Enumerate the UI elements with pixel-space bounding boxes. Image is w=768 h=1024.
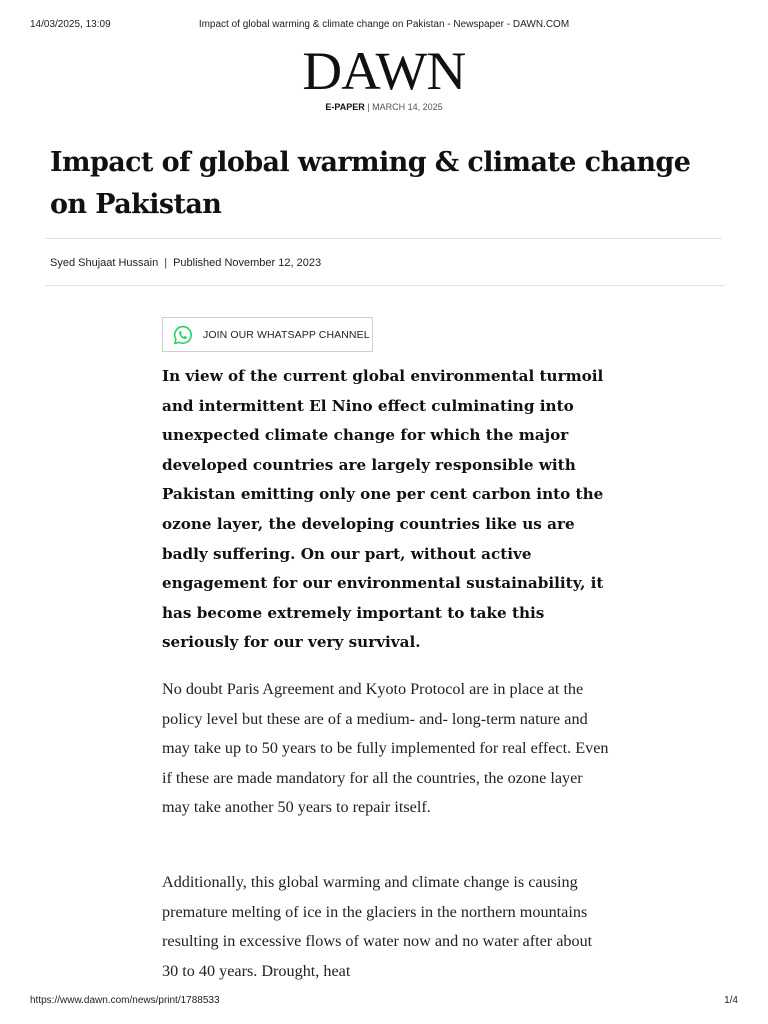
edition-label: E-PAPER xyxy=(325,102,365,112)
print-datetime: 14/03/2025, 13:09 xyxy=(30,19,111,30)
print-page-title: Impact of global warming & climate change on Pakistan - Newspaper - DAWN.COM xyxy=(198,19,570,30)
published-date: Published November 12, 2023 xyxy=(173,257,322,269)
whatsapp-channel-button[interactable] xyxy=(162,317,373,352)
print-header xyxy=(30,19,738,33)
edition-separator: | xyxy=(367,102,370,112)
byline-separator: | xyxy=(164,257,168,269)
article-lead: In view of the current global environmental turmoil and intermittent El Nino effect culminating into unexpected climate change for which the major developed countries are largely responsible with Pakistan emitting only one per cent carbon into the ozone layer, the developing countries like us are badly suffering. On our part, without active engagement for our environmental sustainability, it has become extremely important to take this seriously for our very survival. xyxy=(162,367,604,652)
byline xyxy=(50,257,321,269)
page-number: 1/4 xyxy=(724,995,738,1006)
edition-date: MARCH 14, 2025 xyxy=(372,102,443,112)
whatsapp-icon xyxy=(173,325,193,345)
dawn-logo[interactable]: DAWN xyxy=(302,41,466,101)
print-footer xyxy=(30,995,738,1007)
divider-bottom xyxy=(45,285,725,286)
divider-top xyxy=(45,238,722,239)
whatsapp-button-label: JOIN OUR WHATSAPP CHANNEL xyxy=(203,328,370,341)
article-paragraph: Additionally, this global warming and climate change is causing premature melting of ice in the glaciers in the northern mountains resulting in excessive flows of water now and no water after about 30 to 40 years. Drought, heat xyxy=(162,873,593,980)
masthead xyxy=(0,41,768,101)
article-headline: Impact of global warming & climate change on Pakistan xyxy=(50,147,691,220)
author-name[interactable]: Syed Shujaat Hussain xyxy=(50,257,159,269)
print-url: https://www.dawn.com/news/print/1788533 xyxy=(30,995,220,1006)
article-paragraph: No doubt Paris Agreement and Kyoto Protocol are in place at the policy level but these are of a medium- and- long-term nature and may take up to 50 years to be fully implemented for real effect. Even if these are made mandatory for all the countries, the ozone layer may take another 50 years to repair itself. xyxy=(162,680,609,817)
edition-line xyxy=(0,102,768,112)
